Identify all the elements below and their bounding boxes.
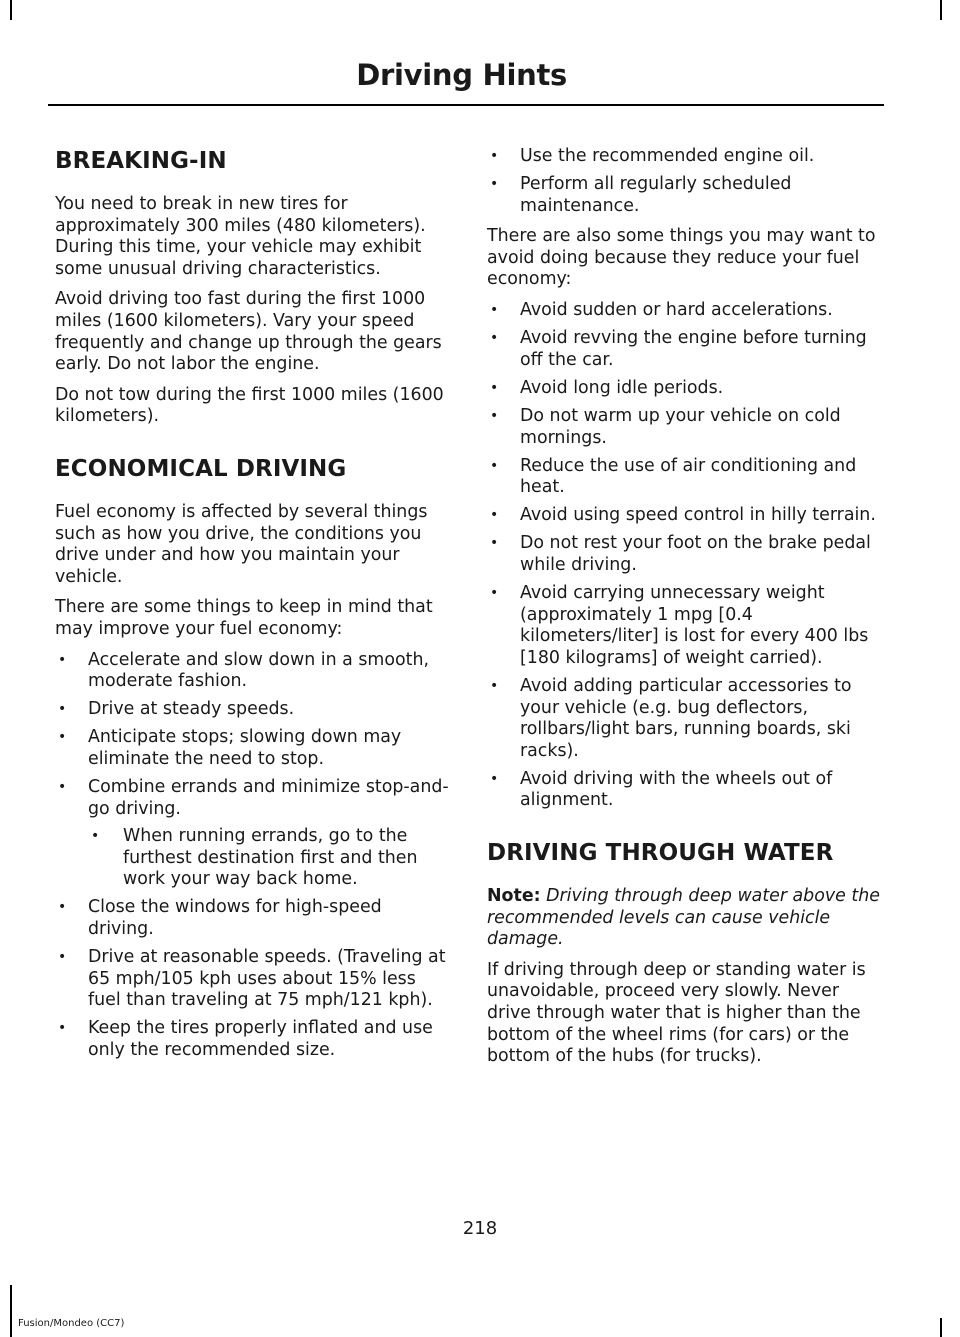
list-item: • Avoid adding particular accessories to your vehicle (e.g. bug deflectors, rollbars/light bars, running boards, ski racks). [487,676,884,762]
bullet-list [55,650,452,1062]
list-item: • Avoid sudden or hard accelerations. [487,300,884,322]
right-column [487,146,884,1077]
paragraph: There are also some things you may want to avoid doing because they reduce your fuel economy: [487,226,876,290]
list-item: • Use the recommended engine oil. [487,146,884,168]
list-item: • Keep the tires properly inflated and use only the recommended size. [55,1018,452,1061]
note-text: Driving through deep water above the recommended levels can cause vehicle damage. [487,886,880,950]
list-item: • Avoid driving with the wheels out of alignment. [487,769,884,812]
list-item: • Perform all regularly scheduled maintenance. [487,174,884,217]
paragraph: Fuel economy is affected by several things such as how you drive, the conditions you drive under and how you maintain your vehicle. [55,501,428,587]
list-item: • Anticipate stops; slowing down may eliminate the need to stop. [55,727,452,770]
driving-through-water-heading: DRIVING THROUGH WATER [487,840,834,867]
crop-mark-top-left [10,0,12,20]
list-item: • Avoid long idle periods. [487,378,884,400]
list-item: • Reduce the use of air conditioning and heat. [487,456,884,499]
crop-mark-bottom-left [10,1285,12,1337]
page-number: 218 [462,1218,498,1239]
list-item: • Do not rest your foot on the brake pedal while driving. [487,533,884,576]
crop-mark-top-right [940,0,942,20]
list-item-text: Combine errands and minimize stop-and-go driving. [88,776,449,819]
page-title: Driving Hints [356,58,567,92]
breaking-in-heading: BREAKING-IN [55,148,227,174]
note-paragraph [487,886,884,951]
economical-driving-heading: ECONOMICAL DRIVING [55,455,347,482]
paragraph: Do not tow during the first 1000 miles (1600 kilometers). [55,384,444,427]
paragraph: If driving through deep or standing water is unavoidable, proceed very slowly. Never drive through water that is higher than the bottom of the wheel rims (for cars) or the bottom of the hubs (for trucks). [487,959,866,1067]
bullet-list [487,146,884,217]
nested-bullet-list [88,826,452,891]
left-column [55,120,452,1071]
header-rule [48,104,884,106]
list-item: • When running errands, go to the furthest destination first and then work your way back home. [88,826,452,891]
note-label: Note: [487,886,541,907]
list-item: • Avoid revving the engine before turning off the car. [487,328,884,371]
paragraph: Avoid driving too fast during the first 1000 miles (1600 kilometers). Vary your speed frequently and change up through the gears early. Do not labor the engine. [55,289,442,375]
paragraph: There are some things to keep in mind that may improve your fuel economy: [55,597,433,639]
list-item: • Do not warm up your vehicle on cold mornings. [487,406,884,449]
list-item: • Avoid carrying unnecessary weight (approximately 1 mpg [0.4 kilometers/liter] is lost for every 400 lbs [180 kilograms] of weight carried). [487,583,884,669]
list-item-with-sublist [55,777,452,891]
list-item: • Avoid using speed control in hilly terrain. [487,505,884,527]
crop-mark-bottom-right [940,1318,942,1337]
paragraph: You need to break in new tires for approximately 300 miles (480 kilometers). During this time, your vehicle may exhibit some unusual driving characteristics. [55,194,426,279]
list-item: • Accelerate and slow down in a smooth, moderate fashion. [55,650,452,693]
list-item: • Drive at reasonable speeds. (Traveling at 65 mph/105 kph uses about 15% less fuel than traveling at 75 mph/121 kph). [55,947,452,1012]
bullet-list [487,300,884,812]
footer-model: Fusion/Mondeo (CC7) [18,1318,125,1329]
list-item: • Close the windows for high-speed driving. [55,897,452,940]
list-item: • Drive at steady speeds. [55,699,452,721]
